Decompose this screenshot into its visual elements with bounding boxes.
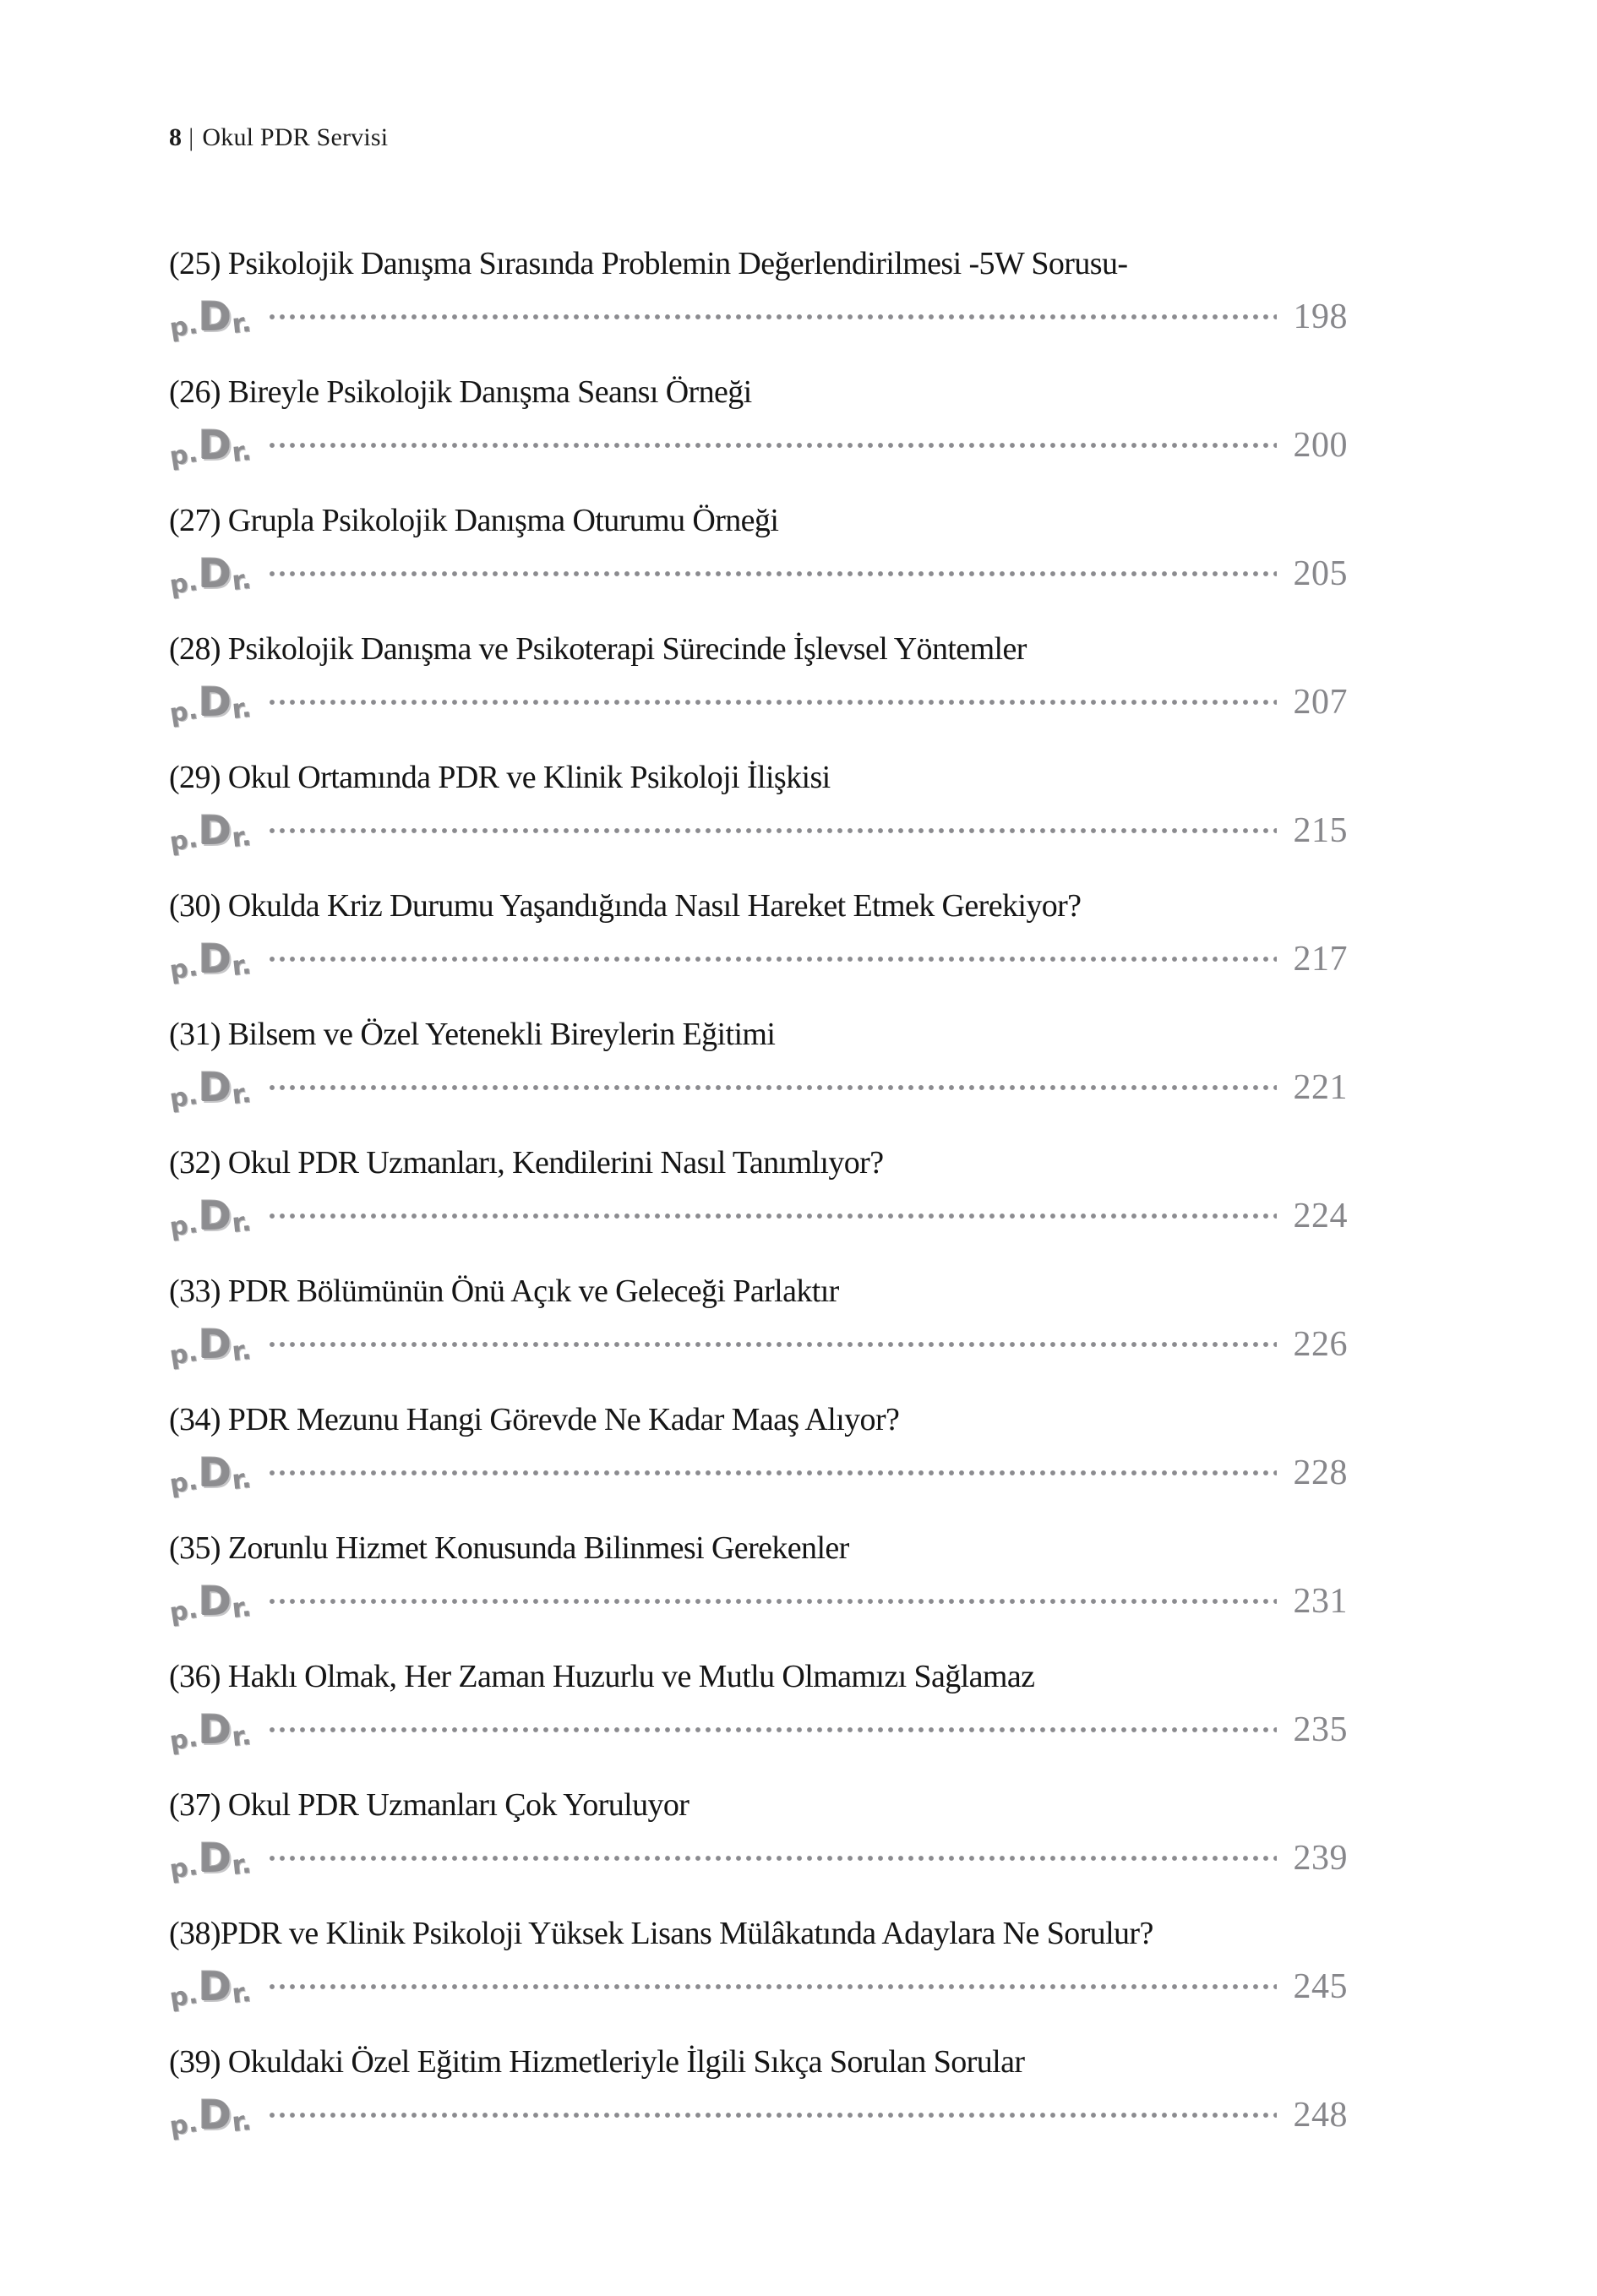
- toc-entry-leader-row: [169, 933, 1348, 985]
- pdr-icon-letter-r: r.: [230, 1206, 253, 1239]
- toc-entry-title: (29) Okul Ortamında PDR ve Klinik Psikoloji İlişkisi: [169, 760, 831, 795]
- toc-entry-title: (35) Zorunlu Hizmet Konusunda Bilinmesi Gerekenler: [169, 1530, 849, 1566]
- pdr-logo-icon: [168, 806, 258, 856]
- toc-entry-title: (25) Psikolojik Danışma Sırasında Problemin Değerlendirilmesi -5W Sorusu-: [169, 246, 1128, 281]
- toc-entry: [169, 886, 1348, 1014]
- pdr-icon-letter-r: r.: [230, 1720, 253, 1753]
- pdr-icon-letter-r: r.: [230, 692, 253, 725]
- toc-entry-leader-row: [169, 548, 1348, 600]
- toc-entry: [169, 1143, 1348, 1271]
- pdr-icon-letter-r: r.: [230, 1977, 253, 2010]
- toc-entry-page-number: 248: [1293, 2096, 1348, 2135]
- pdr-icon-letter-p: p.: [167, 1208, 200, 1243]
- toc-entry-leader-row: [169, 1961, 1348, 2013]
- toc-entry-title: (34) PDR Mezunu Hangi Görevde Ne Kadar Maaş Alıyor?: [169, 1402, 900, 1437]
- pdr-icon-letter-r: r.: [230, 1077, 253, 1110]
- toc-entry-leader-row: [169, 1061, 1348, 1114]
- dotted-leader: [267, 1339, 1277, 1350]
- toc-entry-title: (37) Okul PDR Uzmanları Çok Yoruluyor: [169, 1787, 689, 1823]
- toc-entry-page-number: 239: [1293, 1839, 1348, 1878]
- pdr-logo-icon: [168, 935, 258, 984]
- toc-entry-leader-row: [169, 1704, 1348, 1756]
- pdr-icon-letter-p: p.: [167, 1979, 200, 2014]
- pdr-icon-letter-r: r.: [230, 949, 253, 982]
- header-book-title: Okul PDR Servisi: [202, 123, 389, 151]
- pdr-icon-letter-p: p.: [167, 695, 200, 729]
- toc-entry-title: (38)PDR ve Klinik Psikoloji Yüksek Lisans Mülâkatında Adaylara Ne Sorulur?: [169, 1916, 1153, 1951]
- pdr-icon-letter-d: D: [198, 1706, 232, 1753]
- toc-entry: [169, 2042, 1348, 2170]
- dotted-leader: [267, 696, 1277, 708]
- pdr-icon-letter-p: p.: [167, 1080, 200, 1115]
- toc-entry: [169, 757, 1348, 886]
- pdr-icon-letter-r: r.: [230, 564, 253, 597]
- toc-entry: [169, 500, 1348, 629]
- toc-entry-title: (39) Okuldaki Özel Eğitim Hizmetleriyle İlgili Sıkça Sorulan Sorular: [169, 2044, 1025, 2080]
- pdr-icon-letter-d: D: [198, 1192, 232, 1240]
- pdr-icon-letter-d: D: [198, 679, 232, 726]
- pdr-icon-letter-d: D: [198, 1578, 232, 1625]
- running-header: [169, 123, 388, 152]
- pdr-logo-icon: [168, 1192, 258, 1241]
- toc-entry-leader-row: [169, 2089, 1348, 2141]
- dotted-leader: [267, 1852, 1277, 1864]
- toc-entry-page-number: 221: [1293, 1068, 1348, 1107]
- toc-entry: [169, 1271, 1348, 1399]
- toc-entry: [169, 629, 1348, 757]
- pdr-icon-letter-p: p.: [167, 1594, 200, 1628]
- toc-entry-leader-row: [169, 1832, 1348, 1884]
- toc-entry: [169, 1014, 1348, 1143]
- toc-entry-title: (30) Okulda Kriz Durumu Yaşandığında Nasıl Hareket Etmek Gerekiyor?: [169, 888, 1082, 924]
- pdr-logo-icon: [168, 1063, 258, 1113]
- toc-entry-page-number: 207: [1293, 683, 1348, 722]
- toc-entry-page-number: 205: [1293, 554, 1348, 593]
- pdr-icon-letter-r: r.: [230, 307, 253, 340]
- pdr-icon-letter-p: p.: [167, 823, 200, 858]
- toc-entry-title: (28) Psikolojik Danışma ve Psikoterapi Sürecinde İşlevsel Yöntemler: [169, 631, 1027, 667]
- toc-entry: [169, 1656, 1348, 1785]
- pdr-logo-icon: [168, 1834, 258, 1884]
- pdr-icon-letter-p: p.: [167, 1722, 200, 1757]
- toc-entry: [169, 1913, 1348, 2042]
- pdr-icon-letter-p: p.: [167, 1337, 200, 1372]
- pdr-logo-icon: [168, 678, 258, 728]
- toc-entry-title: (32) Okul PDR Uzmanları, Kendilerini Nasıl Tanımlıyor?: [169, 1145, 884, 1181]
- toc-entry-leader-row: [169, 1318, 1348, 1371]
- dotted-leader: [267, 1082, 1277, 1093]
- toc-list: [169, 243, 1348, 2170]
- toc-entry-page-number: 231: [1293, 1582, 1348, 1621]
- toc-entry-leader-row: [169, 1190, 1348, 1242]
- pdr-icon-letter-d: D: [198, 1835, 232, 1882]
- toc-entry-leader-row: [169, 1575, 1348, 1628]
- dotted-leader: [267, 2109, 1277, 2121]
- toc-entry-page-number: 245: [1293, 1967, 1348, 2006]
- dotted-leader: [267, 1467, 1277, 1479]
- pdr-icon-letter-d: D: [198, 935, 232, 983]
- toc-entry-page-number: 224: [1293, 1197, 1348, 1235]
- pdr-icon-letter-r: r.: [230, 435, 253, 468]
- header-page-number: 8: [169, 123, 183, 151]
- toc-entry: [169, 243, 1348, 372]
- pdr-logo-icon: [168, 1962, 258, 2012]
- dotted-leader: [267, 568, 1277, 580]
- toc-entry-page-number: 198: [1293, 297, 1348, 336]
- pdr-icon-letter-d: D: [198, 422, 232, 469]
- pdr-icon-letter-p: p.: [167, 566, 200, 601]
- pdr-logo-icon: [168, 549, 258, 599]
- dotted-leader: [267, 1981, 1277, 1993]
- dotted-leader: [267, 311, 1277, 323]
- toc-entry-page-number: 200: [1293, 426, 1348, 465]
- toc-entry-title: (36) Haklı Olmak, Her Zaman Huzurlu ve Mutlu Olmamızı Sağlamaz: [169, 1659, 1035, 1694]
- toc-entry-title: (27) Grupla Psikolojik Danışma Oturumu Örneği: [169, 503, 779, 538]
- pdr-icon-letter-p: p.: [167, 2108, 200, 2142]
- toc-entry-leader-row: [169, 419, 1348, 472]
- pdr-icon-letter-p: p.: [167, 1465, 200, 1500]
- pdr-icon-letter-r: r.: [230, 821, 253, 854]
- pdr-icon-letter-p: p.: [167, 309, 200, 344]
- pdr-icon-letter-r: r.: [230, 1463, 253, 1496]
- pdr-icon-letter-r: r.: [230, 2105, 253, 2138]
- toc-entry-title: (26) Bireyle Psikolojik Danışma Seansı Örneği: [169, 374, 752, 410]
- toc-entry-leader-row: [169, 676, 1348, 728]
- pdr-logo-icon: [168, 421, 258, 471]
- pdr-logo-icon: [168, 1577, 258, 1627]
- pdr-icon-letter-d: D: [198, 1064, 232, 1111]
- pdr-icon-letter-p: p.: [167, 1851, 200, 1885]
- dotted-leader: [267, 1595, 1277, 1607]
- dotted-leader: [267, 1210, 1277, 1222]
- pdr-icon-letter-d: D: [198, 1963, 232, 2010]
- pdr-logo-icon: [168, 1705, 258, 1755]
- pdr-icon-letter-d: D: [198, 2091, 232, 2139]
- toc-entry-page-number: 215: [1293, 811, 1348, 850]
- dotted-leader: [267, 439, 1277, 451]
- pdr-icon-letter-d: D: [198, 1321, 232, 1368]
- header-separator: |: [188, 123, 194, 151]
- pdr-logo-icon: [168, 292, 258, 342]
- pdr-icon-letter-p: p.: [167, 438, 200, 472]
- dotted-leader: [267, 1724, 1277, 1736]
- toc-entry-page-number: 217: [1293, 940, 1348, 979]
- toc-entry-leader-row: [169, 291, 1348, 343]
- pdr-icon-letter-p: p.: [167, 952, 200, 986]
- toc-entry-page-number: 235: [1293, 1710, 1348, 1749]
- pdr-logo-icon: [168, 1448, 258, 1498]
- toc-entry: [169, 1528, 1348, 1656]
- dotted-leader: [267, 825, 1277, 837]
- toc-entry-page-number: 226: [1293, 1325, 1348, 1364]
- toc-entry-title: (33) PDR Bölümünün Önü Açık ve Geleceği Parlaktır: [169, 1273, 839, 1309]
- pdr-icon-letter-r: r.: [230, 1848, 253, 1881]
- toc-entry: [169, 372, 1348, 500]
- toc-entry: [169, 1399, 1348, 1528]
- toc-entry-leader-row: [169, 804, 1348, 857]
- pdr-icon-letter-d: D: [198, 550, 232, 597]
- toc-entry-title: (31) Bilsem ve Özel Yetenekli Bireylerin Eğitimi: [169, 1017, 776, 1052]
- toc-entry-leader-row: [169, 1447, 1348, 1499]
- toc-entry-page-number: 228: [1293, 1453, 1348, 1492]
- toc-entry: [169, 1785, 1348, 1913]
- pdr-icon-letter-d: D: [198, 293, 232, 341]
- pdr-icon-letter-r: r.: [230, 1334, 253, 1367]
- pdr-logo-icon: [168, 1320, 258, 1370]
- pdr-icon-letter-d: D: [198, 1449, 232, 1497]
- pdr-icon-letter-r: r.: [230, 1591, 253, 1624]
- dotted-leader: [267, 953, 1277, 965]
- pdr-icon-letter-d: D: [198, 807, 232, 854]
- pdr-logo-icon: [168, 2091, 258, 2141]
